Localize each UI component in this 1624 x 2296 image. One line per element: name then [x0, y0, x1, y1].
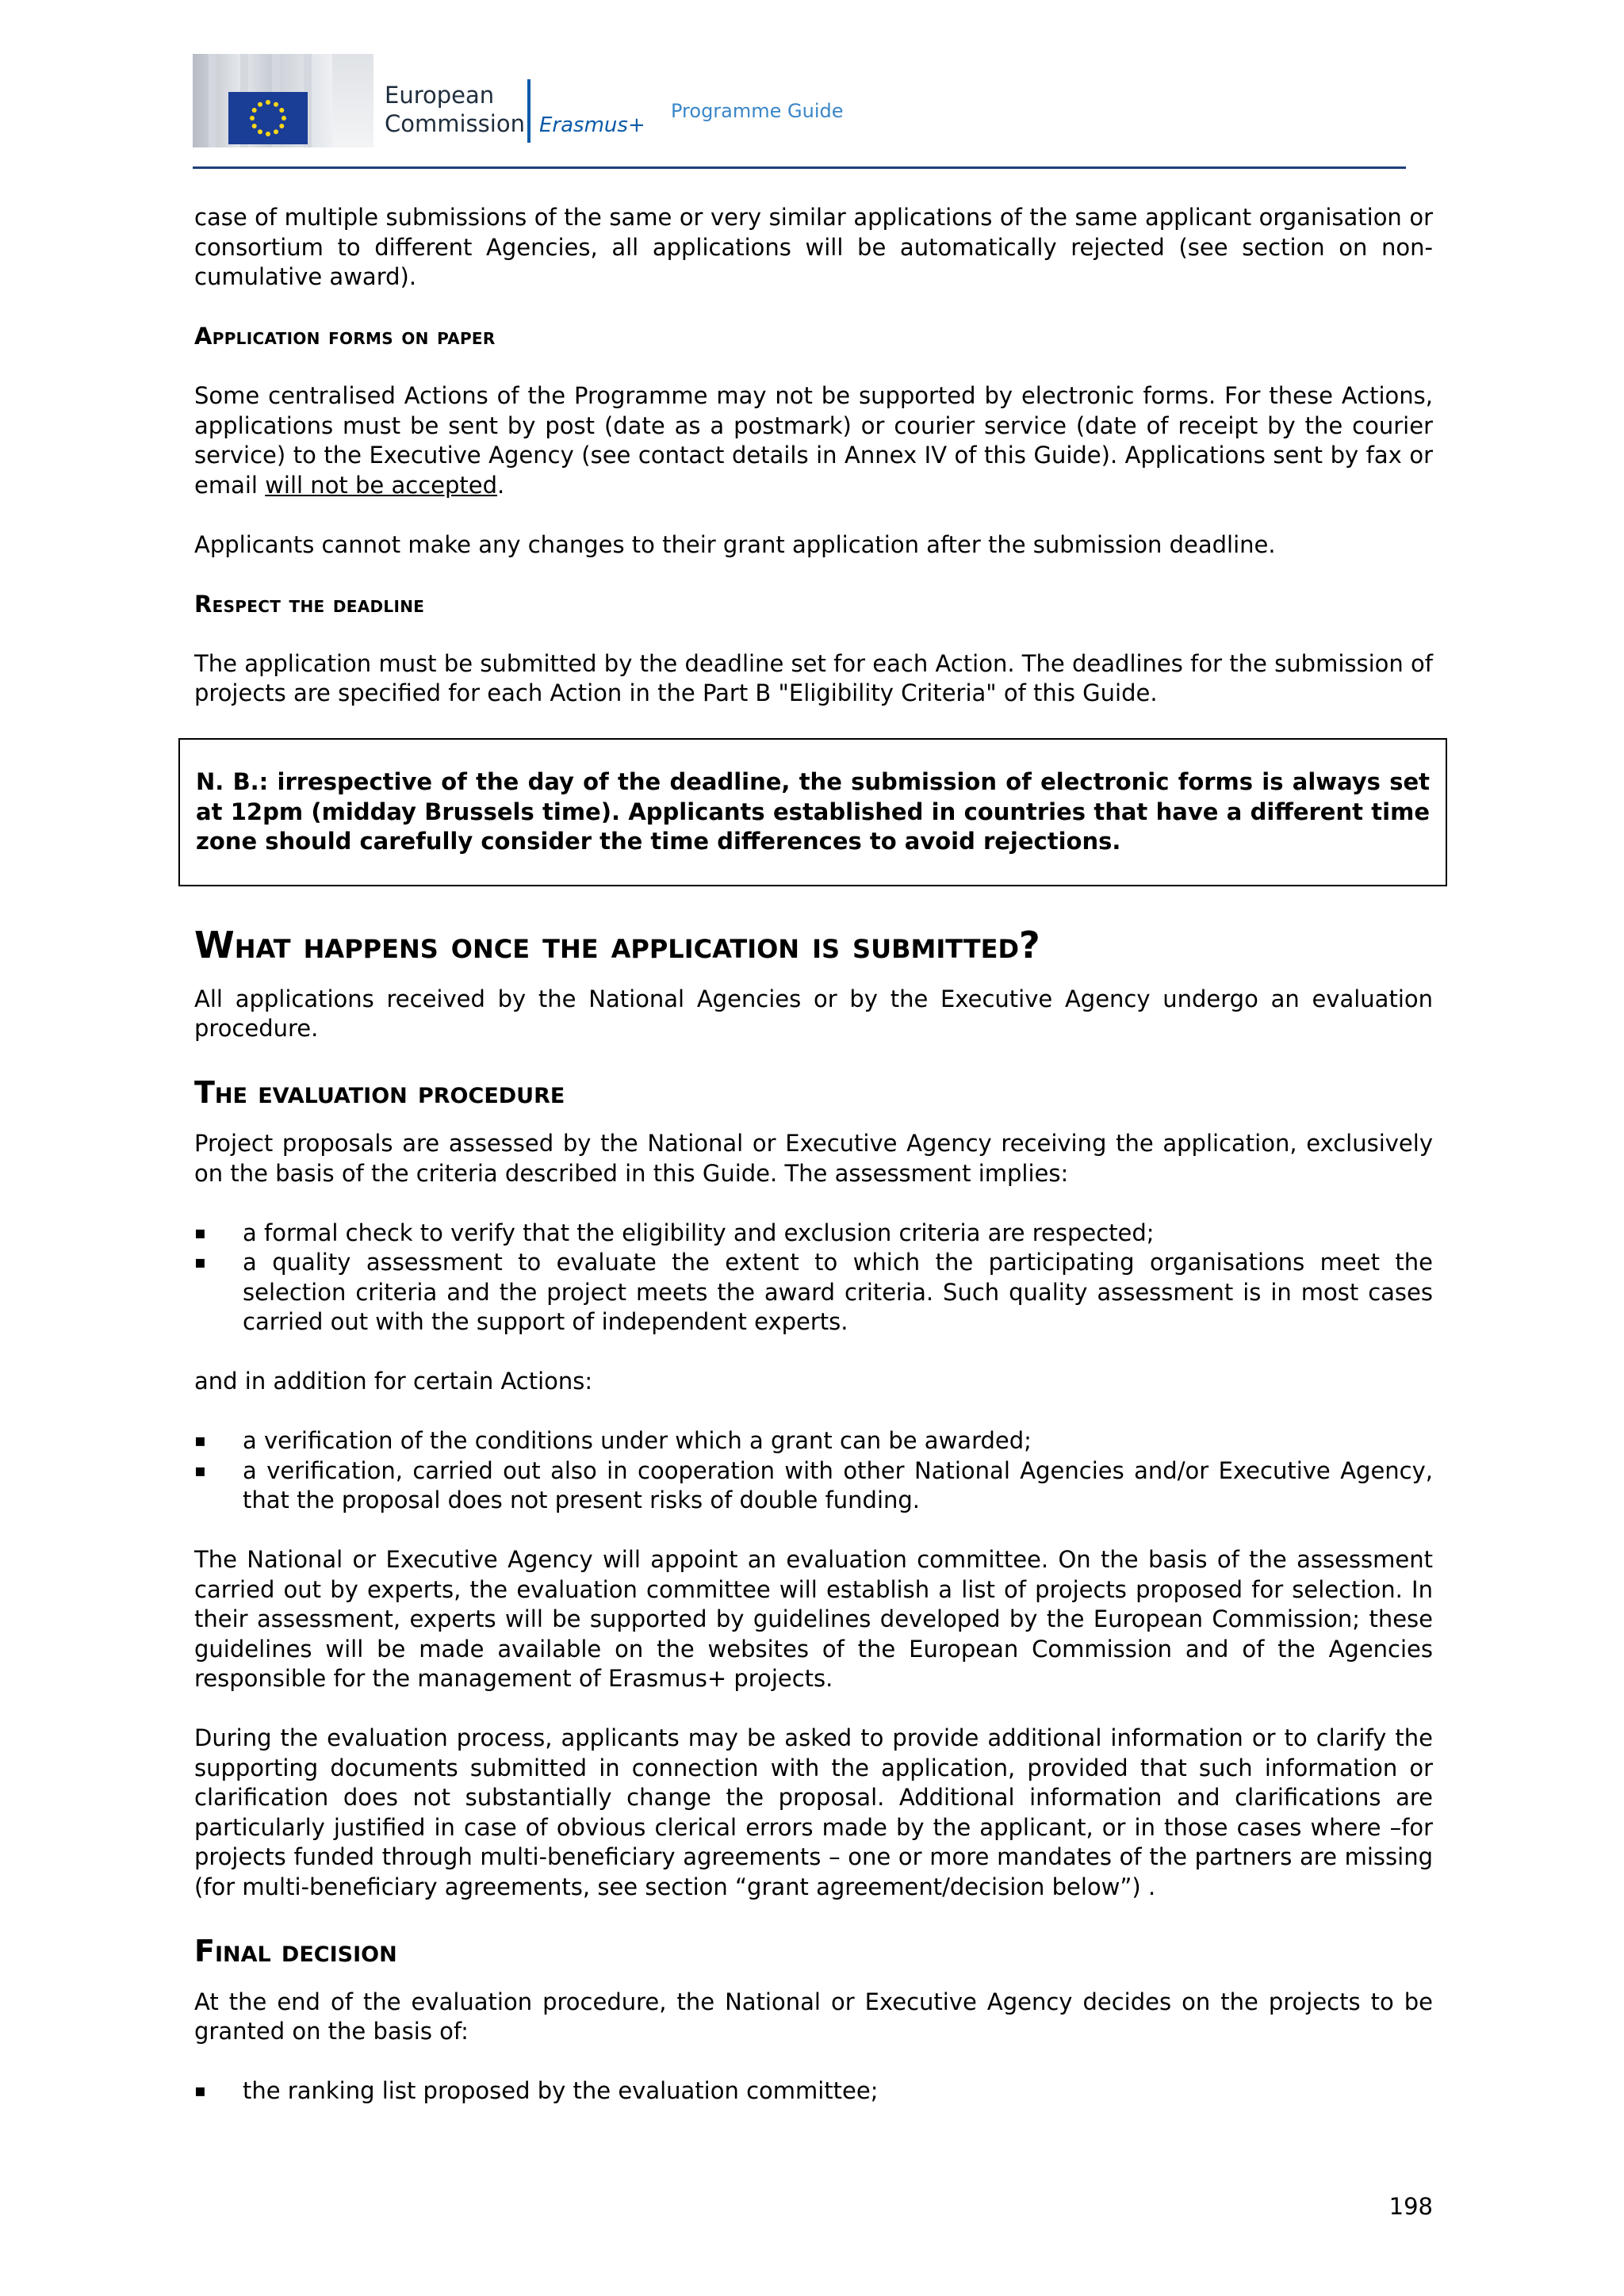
header-rule: [193, 166, 1406, 169]
deadline-paragraph: The application must be submitted by the deadline set for each Action. The deadlines for the submission of projects are specified for each Action in the Part B "Eligibility Criteria" of this Guide.: [194, 649, 1433, 706]
page-number: 198: [1388, 2193, 1433, 2220]
section-heading-evaluation: The evaluation procedure: [194, 1075, 565, 1110]
org-name-line1: European: [385, 82, 495, 109]
list-item: [194, 1426, 1433, 1456]
eu-flag-icon: [228, 92, 308, 144]
bullet-icon: ▪: [194, 1431, 206, 1451]
evaluation-paragraph-3: The National or Executive Agency will appoint an evaluation committee. On the basis of the assessment carried out by experts, the evaluation committee will establish a list of projects proposed for selection. In their assessment, experts will be supported by guidelines developed by the European Commission; these guidelines will be made available on the websites of the European Commission and of the Agencies responsible for the management of Erasmus+ projects.: [194, 1546, 1433, 1692]
paper-forms-paragraph-2: Applicants cannot make any changes to their grant application after the submission deadline.: [194, 530, 1276, 558]
paper-forms-end: .: [497, 471, 505, 499]
what-happens-paragraph: All applications received by the National Agencies or by the Executive Agency undergo an evaluation procedure.: [194, 985, 1433, 1042]
evaluation-paragraph-2: and in addition for certain Actions:: [194, 1368, 593, 1395]
final-decision-paragraph: At the end of the evaluation procedure, the National or Executive Agency decides on the projects to be granted on the basis of:: [194, 1988, 1433, 2045]
final-decision-list: [194, 2076, 1433, 2107]
list-item: [194, 1219, 1433, 1249]
section-heading-final-decision: Final decision: [194, 1933, 397, 1969]
bullet-icon: ▪: [194, 2081, 206, 2101]
section-heading-paper-forms: Application forms on paper: [194, 323, 496, 350]
section-heading-deadline: Respect the deadline: [194, 590, 425, 618]
list-item-text: a verification of the conditions under which a grant can be awarded;: [243, 1427, 1032, 1454]
page-header: [193, 46, 1406, 170]
guide-label: Programme Guide: [671, 100, 844, 122]
note-text: N. B.: irrespective of the day of the deadline, the submission of electronic forms is always set at 12pm (midday Brussels time). Applicants established in countries that have a different time zone should carefully consider the time differences to avoid rejections.: [196, 768, 1430, 855]
underlined-text: will not be accepted: [265, 471, 498, 499]
evaluation-paragraph-1: Project proposals are assessed by the National or Executive Agency receiving the application, exclusively on the basis of the criteria described in this Guide. The assessment implies:: [194, 1130, 1433, 1187]
intro-paragraph: case of multiple submissions of the same or very similar applications of the same applicant organisation or consortium to different Agencies, all applications will be automatically rejected (see section on non-cumulative award).: [194, 204, 1433, 290]
org-name-line2: Commission: [385, 110, 525, 137]
list-item-text: a quality assessment to evaluate the extent to which the participating organisations meet the selection criteria and the project meets the award criteria. Such quality assessment is in most cases carried out with the support of independent experts.: [243, 1249, 1433, 1335]
page-content: [194, 203, 1433, 2136]
paper-forms-paragraph: [194, 381, 1433, 500]
note-box: [178, 738, 1447, 886]
building-graphic: [332, 54, 373, 147]
commission-logo-text: [385, 81, 525, 138]
programme-name: Erasmus+: [539, 113, 645, 137]
bullet-icon: ▪: [194, 1253, 206, 1272]
list-item-text: a formal check to verify that the eligibility and exclusion criteria are respected;: [243, 1219, 1155, 1246]
logo-divider: [527, 79, 530, 143]
paper-forms-text: Some centralised Actions of the Programme may not be supported by electronic forms. For these Actions, applications must be sent by post (date as a postmark) or courier service (date of receipt by the courier service) to the Executive Agency (see contact details in Annex IV of this Guide). Applications sent by fax or email: [194, 382, 1433, 499]
section-heading-what-happens: What happens once the application is submitted?: [194, 923, 1040, 966]
evaluation-list-2: [194, 1426, 1433, 1516]
list-item: [194, 1456, 1433, 1516]
list-item-text: a verification, carried out also in cooperation with other National Agencies and/or Executive Agency, that the proposal does not present risks of double funding.: [243, 1456, 1433, 1513]
evaluation-list-1: [194, 1219, 1433, 1337]
bullet-icon: ▪: [194, 1460, 206, 1481]
commission-building-graphic: [193, 54, 332, 147]
list-item: [194, 2076, 1433, 2107]
list-item: [194, 1248, 1433, 1337]
list-item-text: the ranking list proposed by the evaluation committee;: [243, 2077, 879, 2104]
evaluation-paragraph-4: During the evaluation process, applicants may be asked to provide additional information or to clarify the supporting documents submitted in connection with the application, provided that such information or clarification does not substantially change the proposal. Additional information and clarifications are particularly justified in case of obvious clerical errors made by the applicant, or in those cases where –for projects funded through multi-beneficiary agreements – one or more mandates of the partners are missing (for multi-beneficiary agreements, see section “grant agreement/decision below”) .: [194, 1724, 1433, 1900]
bullet-icon: ▪: [194, 1223, 206, 1243]
